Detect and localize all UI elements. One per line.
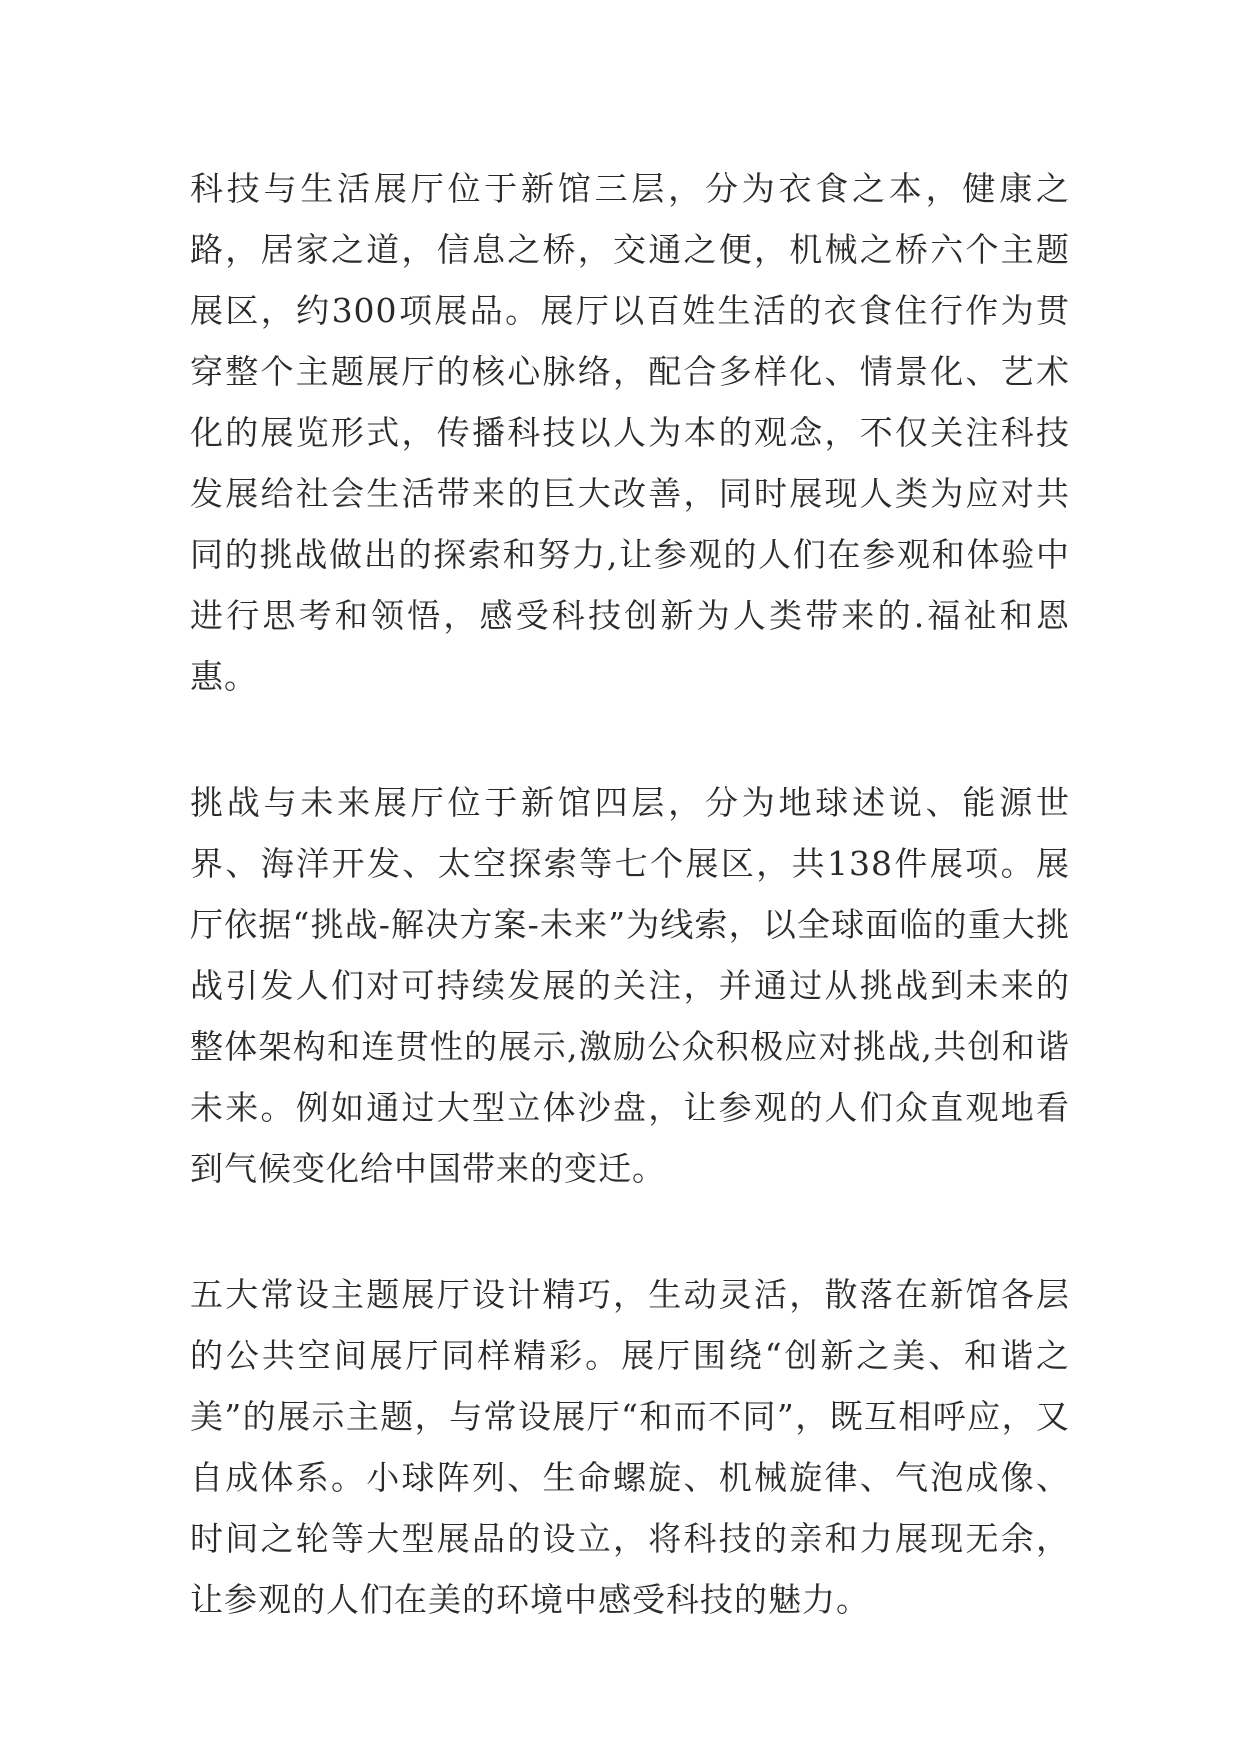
paragraph-public-space-halls: 五大常设主题展厅设计精巧，生动灵活，散落在新馆各层的公共空间展厅同样精彩。展厅围绕“创新之美、和谐之美”的展示主题，与常设展厅“和而不同”，既互相呼应，又自成体系。小球阵列、生命螺旋、机械旋律、气泡成像、时间之轮等大型展品的设立，将科技的亲和力展现无余，让参观的人们在美的环境中感受科技的魅力。 (190, 1275, 1070, 1619)
paragraph-challenge-and-future-hall: 挑战与未来展厅位于新馆四层，分为地球述说、能源世界、海洋开发、太空探索等七个展区，共138件展项。展厅依据“挑战-解决方案-未来”为线索，以全球面临的重大挑战引发人们对可持续发展的关注，并通过从挑战到未来的整体架构和连贯性的展示,激励公众积极应对挑战,共创和谐未来。例如通过大型立体沙盘，让参观的人们众直观地看到气候变化给中国带来的变迁。 (190, 783, 1070, 1188)
paragraph-science-and-life-hall: 科技与生活展厅位于新馆三层，分为衣食之本，健康之路，居家之道，信息之桥，交通之便，机械之桥六个主题展区，约300项展品。展厅以百姓生活的衣食住行作为贯穿整个主题展厅的核心脉络，配合多样化、情景化、艺术化的展览形式，传播科技以人为本的观念，不仅关注科技发展给社会生活带来的巨大改善，同时展现人类为应对共同的挑战做出的探索和努力,让参观的人们在参观和体验中进行思考和领悟，感受科技创新为人类带来的.福祉和恩惠。 (190, 169, 1070, 696)
document-body (190, 158, 1070, 1630)
